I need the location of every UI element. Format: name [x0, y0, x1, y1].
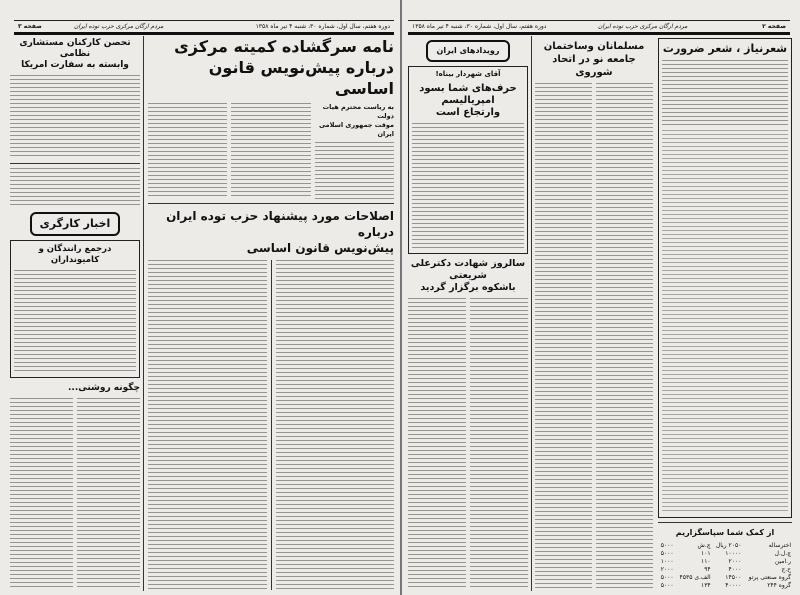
article-body: [535, 83, 592, 590]
donation-cell: اخترساله: [768, 542, 791, 549]
poem-body: [662, 130, 788, 514]
main-column: [148, 36, 394, 590]
donation-cell: ۲۰۰۰: [728, 558, 742, 565]
title-line: وارتجاع است: [435, 107, 501, 118]
article-body: [231, 103, 310, 199]
main-subhead: [315, 103, 394, 139]
donation-cell: چ.ش: [697, 542, 711, 549]
headline-line: پیش‌نویس قانون اساسی: [246, 241, 394, 255]
article-body: [14, 270, 136, 374]
donation-cell: ۱۰۰۰: [660, 558, 674, 565]
donation-cell: گروه ۲۴۴: [767, 582, 791, 589]
article-body: [276, 260, 395, 590]
donation-cell: گروه صنعتی پرتو: [748, 574, 791, 581]
article-body: [10, 398, 73, 590]
boxed-article: [408, 66, 528, 254]
page-number: صفحه ۳: [18, 23, 42, 30]
donation-cell: ۹۴: [704, 566, 711, 573]
article-body: [470, 298, 528, 590]
donation-row: [658, 566, 792, 574]
donation-cell: ۵۰۰۰: [660, 550, 674, 557]
boxed-article-title: [412, 83, 524, 119]
bottom-columns: [10, 398, 140, 590]
shariati-columns: [408, 298, 528, 590]
donation-cell: ر.امین: [774, 558, 791, 565]
page-header: [408, 20, 790, 35]
poem-title: شعرنیاز ، شعر ضرورت: [662, 42, 788, 55]
muslims-columns: [535, 83, 653, 590]
drivers-title: درجمع رانندگان و کامیونداران: [38, 244, 112, 265]
article-body: [662, 60, 788, 126]
issue-info: دوره هفتم، سال اول، شماره ۳۰، شنبه ۴ تیر ماه ۱۳۵۸: [412, 23, 547, 30]
headline-line: درباره پیش‌نویس قانون اساسی: [208, 58, 394, 98]
donation-row: [658, 550, 792, 558]
muslims-column: [535, 40, 653, 590]
title-line: وابسته به سفارت امریکا: [21, 60, 129, 70]
page-number: صفحه ۲: [762, 23, 786, 30]
labor-news-logo: اخبار کارگری: [30, 212, 121, 236]
right-newspaper-page: [402, 0, 800, 595]
donation-cell: ۲۰۵۰ ریال: [715, 542, 742, 549]
donations-table: [658, 542, 792, 590]
donation-cell: ۵۰۰۰: [660, 542, 674, 549]
donation-cell: ۴۰۰۰: [728, 566, 742, 573]
issue-info: دوره هفتم، سال اول، شماره ۳۰، شنبه ۴ تیر ماه ۱۳۵۸: [255, 23, 390, 30]
article-body: [148, 260, 267, 590]
article-body: [412, 123, 524, 250]
donation-row: [658, 542, 792, 550]
article-body: [596, 83, 653, 590]
drivers-article-box: [10, 240, 140, 378]
events-logo: رویدادهای ایران: [426, 40, 509, 62]
article-body: [315, 142, 394, 199]
poem-column: [658, 38, 792, 590]
donation-row: [658, 574, 792, 582]
title-line: سالروز شهادت دکترعلی شریعتی: [410, 258, 526, 281]
divider: [148, 203, 394, 204]
poem-box: [658, 38, 792, 518]
headline-line: نامه سرگشاده کمیته مرکزی: [174, 37, 394, 56]
reform-columns: [148, 260, 394, 590]
how-title: چگونه روشنی...: [68, 383, 140, 393]
title-line: جامعه نو در اتحاد شوروی: [552, 54, 636, 78]
article-body: [77, 398, 140, 590]
article-body: [10, 75, 140, 159]
muslims-title: [535, 40, 653, 79]
events-column: [408, 40, 528, 590]
title-line: باشکوه برگزار گردید: [420, 282, 516, 293]
page-header: [14, 20, 394, 35]
donation-cell: ۱۴۵۰۰: [725, 574, 742, 581]
divider: [10, 163, 140, 164]
side-article-title: [10, 38, 140, 71]
column-rule: [143, 36, 144, 591]
donation-cell: ۱۰۰۰۰: [725, 550, 742, 557]
donations-title: از کمک شما سپاسگزاریم: [675, 528, 775, 537]
title-line: مسلمانان وساختمان: [543, 41, 645, 52]
donation-cell: ۱۱۰: [700, 558, 711, 565]
title-line: حرف‌های شما بسود امپریالیسم: [419, 83, 517, 106]
donation-row: [658, 558, 792, 566]
article-body: [10, 168, 140, 208]
headline-line: اصلاحات مورد پیشنهاد حزب توده ایران درباره: [166, 209, 394, 239]
donation-cell: ۱۰۱: [700, 550, 711, 557]
donation-cell: ۱۳۴: [700, 582, 711, 589]
column-rule: [271, 260, 272, 590]
column-rule: [531, 36, 532, 591]
donation-cell: ۲۰۰۰: [660, 566, 674, 573]
shariati-title: [408, 258, 528, 294]
subhead-column: [315, 103, 394, 199]
masthead: مردم ارگان مرکزی حزب توده ایران: [598, 23, 688, 30]
letter-columns: [148, 103, 394, 199]
article-kicker: آقای شهردار بیناه!: [435, 70, 501, 78]
donation-cell: الف.ی ۴۵۳۵: [679, 574, 711, 581]
donation-cell: ۵۰۰۰: [660, 582, 674, 589]
divider: [658, 522, 792, 523]
main-headline: [148, 36, 394, 99]
title-line: تحصن کارکنان مستشاری نظامی: [19, 38, 131, 59]
subhead-line: به ریاست محترم هیات دولت: [322, 103, 394, 120]
article-body: [148, 103, 227, 199]
donation-cell: ۴۰۰۰۰: [725, 582, 742, 589]
reform-headline: [148, 208, 394, 256]
donation-cell: ۵۰۰۰: [660, 574, 674, 581]
donation-cell: چ.ل.ل: [774, 550, 791, 557]
side-column: [10, 38, 140, 590]
donation-row: [658, 582, 792, 590]
article-body: [408, 298, 466, 590]
subhead-line: موقت جمهوری اسلامی ایران: [318, 121, 394, 138]
donation-cell: ح.ج: [781, 566, 791, 573]
masthead: مردم ارگان مرکزی حزب توده ایران: [74, 23, 164, 30]
